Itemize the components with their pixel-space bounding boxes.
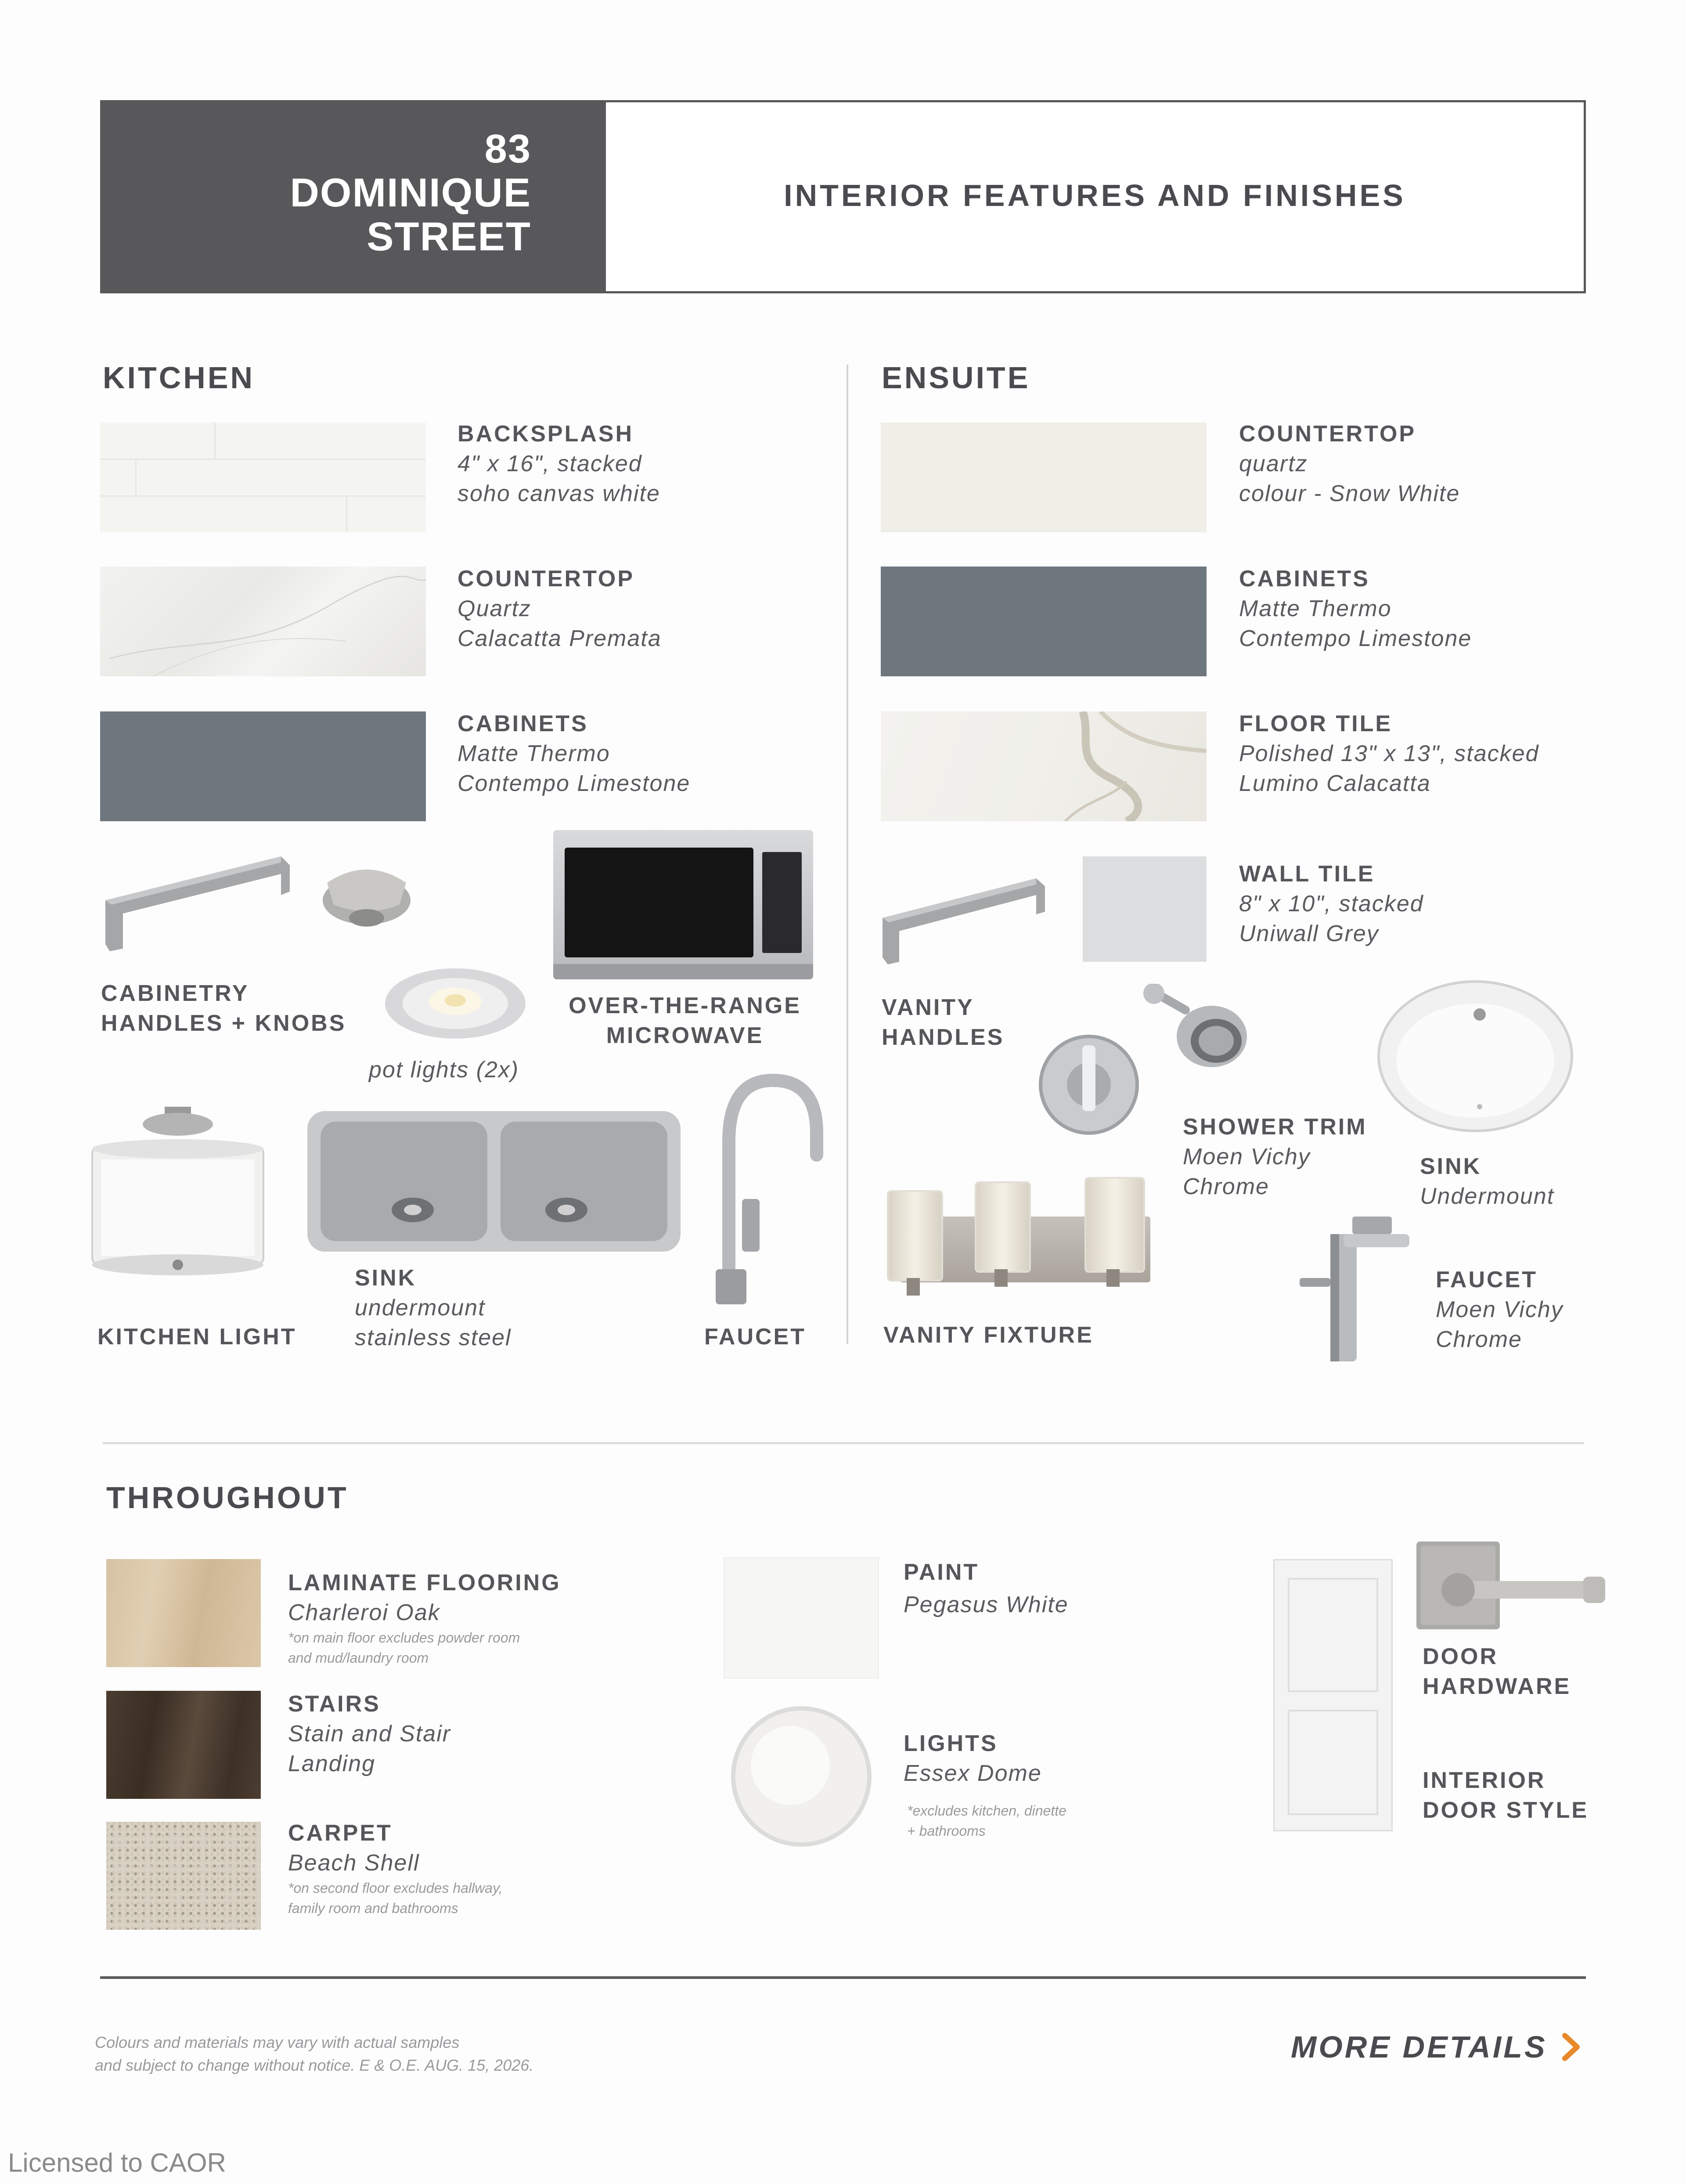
door-lever-icon — [1416, 1541, 1610, 1638]
laminate-note-line1: *on main floor excludes powder room — [288, 1630, 520, 1646]
kitchen-cabinets-colour: Contempo Limestone — [458, 771, 691, 796]
ensuite-cabinets-finish: Matte Thermo — [1239, 596, 1392, 621]
cabinetry-label-line2: HANDLES + KNOBS — [101, 1011, 346, 1036]
paint-label: PAINT — [904, 1559, 980, 1585]
stairs-finish-line2: Landing — [288, 1751, 376, 1776]
ensuite-faucet-label: FAUCET — [1436, 1267, 1538, 1292]
kitchen-light-label: KITCHEN LIGHT — [97, 1324, 297, 1350]
ensuite-countertop-swatch — [881, 422, 1207, 532]
laminate-swatch — [106, 1559, 261, 1667]
vanity-handle-icon — [878, 870, 1054, 975]
kitchen-cabinets-swatch — [100, 711, 426, 821]
disclaimer-line1: Colours and materials may vary with actual samples — [95, 2033, 460, 2051]
dome-light-icon — [729, 1704, 874, 1849]
chevron-right-icon — [1560, 2033, 1582, 2061]
kitchen-sink-label: SINK — [355, 1265, 417, 1291]
carpet-swatch — [106, 1822, 261, 1930]
backsplash-size: 4" x 16", stacked — [458, 451, 642, 477]
kitchen-faucet-icon — [698, 1067, 830, 1313]
column-divider — [847, 365, 848, 1344]
kitchen-cabinets-finish: Matte Thermo — [458, 741, 610, 766]
ensuite-cabinets-label: CABINETS — [1239, 566, 1370, 592]
wall-tile-size: 8" x 10", stacked — [1239, 891, 1424, 917]
kitchen-title: KITCHEN — [103, 361, 255, 395]
kitchen-countertop-material: Quartz — [458, 596, 532, 621]
ensuite-sink-type: Undermount — [1420, 1184, 1555, 1209]
ensuite-cabinets-colour: Contempo Limestone — [1239, 626, 1472, 651]
carpet-note-line1: *on second floor excludes hallway, — [288, 1880, 503, 1896]
address-number: 83 — [484, 126, 531, 171]
microwave-label-line1: OVER-THE-RANGE — [569, 993, 801, 1018]
cabinet-knob-icon — [316, 852, 417, 931]
shower-trim-label: SHOWER TRIM — [1183, 1114, 1367, 1140]
address-street-line2: STREET — [367, 214, 531, 259]
stairs-finish-line1: Stain and Stair — [288, 1721, 451, 1747]
lights-label: LIGHTS — [904, 1731, 998, 1756]
kitchen-sink-icon — [303, 1107, 685, 1256]
ensuite-countertop-material: quartz — [1239, 451, 1308, 477]
backsplash-label: BACKSPLASH — [458, 421, 634, 447]
kitchen-cabinets-label: CABINETS — [458, 711, 588, 736]
wall-tile-label: WALL TILE — [1239, 861, 1375, 887]
laminate-note-line2: and mud/laundry room — [288, 1650, 429, 1666]
ensuite-faucet-brand: Moen Vichy — [1436, 1297, 1564, 1322]
door-hardware-label-line2: HARDWARE — [1423, 1674, 1571, 1699]
address-street-line1: DOMINIQUE — [290, 170, 531, 215]
ensuite-faucet-icon — [1300, 1217, 1423, 1366]
cabinetry-label-line1: CABINETRY — [101, 981, 249, 1006]
kitchen-countertop-label: COUNTERTOP — [458, 566, 635, 592]
vanity-fixture-label: VANITY FIXTURE — [883, 1322, 1094, 1348]
microwave-label-line2: MICROWAVE — [606, 1023, 764, 1048]
door-hardware-label-line1: DOOR — [1423, 1644, 1498, 1669]
laminate-label: LAMINATE FLOORING — [288, 1570, 561, 1596]
kitchen-countertop-colour: Calacatta Premata — [458, 626, 662, 651]
laminate-colour: Charleroi Oak — [288, 1600, 440, 1625]
paint-swatch — [724, 1557, 879, 1679]
vanity-fixture-image — [883, 1173, 1168, 1304]
more-details-text: MORE DETAILS — [1291, 2030, 1547, 2064]
paint-colour: Pegasus White — [904, 1592, 1069, 1617]
wall-tile-colour: Uniwall Grey — [1239, 921, 1379, 946]
vanity-handles-label-line1: VANITY — [882, 995, 974, 1020]
ensuite-countertop-label: COUNTERTOP — [1239, 421, 1416, 447]
ensuite-cabinets-swatch — [881, 567, 1207, 676]
address-block — [102, 102, 606, 291]
license-text: Licensed to CAOR — [8, 2148, 226, 2177]
kitchen-sink-material: stainless steel — [355, 1325, 512, 1350]
pot-light-icon — [383, 966, 528, 1041]
more-details-link[interactable] — [1291, 2027, 1582, 2067]
section-divider — [103, 1442, 1584, 1444]
vanity-handles-label-line2: HANDLES — [882, 1025, 1005, 1050]
wall-tile-swatch — [1083, 856, 1207, 962]
carpet-label: CARPET — [288, 1820, 393, 1846]
kitchen-light-icon — [83, 1107, 272, 1291]
floor-tile-swatch — [881, 711, 1207, 821]
lights-note-line2: + bathrooms — [907, 1823, 986, 1839]
ensuite-sink-label: SINK — [1420, 1154, 1482, 1179]
interior-door-image — [1273, 1559, 1393, 1831]
floor-tile-size: Polished 13" x 13", stacked — [1239, 741, 1539, 766]
carpet-note-line2: family room and bathrooms — [288, 1900, 458, 1916]
kitchen-faucet-label: FAUCET — [704, 1324, 806, 1350]
disclaimer-line2: and subject to change without notice. E & O.E. AUG. 15, 2026. — [95, 2056, 534, 2074]
lights-note-line1: *excludes kitchen, dinette — [907, 1803, 1066, 1819]
cabinet-handle-icon — [97, 848, 299, 966]
backsplash-colour: soho canvas white — [458, 481, 660, 506]
page-title: INTERIOR FEATURES AND FINISHES — [784, 178, 1406, 213]
kitchen-countertop-swatch — [100, 567, 426, 676]
throughout-title: THROUGHOUT — [106, 1480, 349, 1515]
header-banner — [100, 100, 1586, 293]
floor-tile-label: FLOOR TILE — [1239, 711, 1393, 736]
backsplash-swatch — [100, 422, 426, 532]
kitchen-sink-type: undermount — [355, 1295, 486, 1321]
stairs-label: STAIRS — [288, 1691, 381, 1717]
carpet-colour: Beach Shell — [288, 1850, 420, 1876]
stairs-swatch — [106, 1691, 261, 1799]
footer-divider — [100, 1976, 1586, 1979]
door-style-label-line2: DOOR STYLE — [1423, 1798, 1589, 1823]
lights-model: Essex Dome — [904, 1761, 1042, 1786]
pot-lights-label: pot lights (2x) — [369, 1057, 519, 1083]
ensuite-countertop-colour: colour - Snow White — [1239, 481, 1460, 506]
shower-trim-brand: Moen Vichy — [1183, 1144, 1311, 1170]
door-style-label-line1: INTERIOR — [1423, 1768, 1546, 1793]
shower-trim-finish: Chrome — [1183, 1174, 1269, 1199]
microwave-image — [553, 830, 813, 979]
ensuite-title: ENSUITE — [882, 361, 1030, 395]
ensuite-faucet-finish: Chrome — [1436, 1327, 1522, 1352]
ensuite-sink-icon — [1374, 975, 1576, 1137]
floor-tile-colour: Lumino Calacatta — [1239, 771, 1431, 796]
